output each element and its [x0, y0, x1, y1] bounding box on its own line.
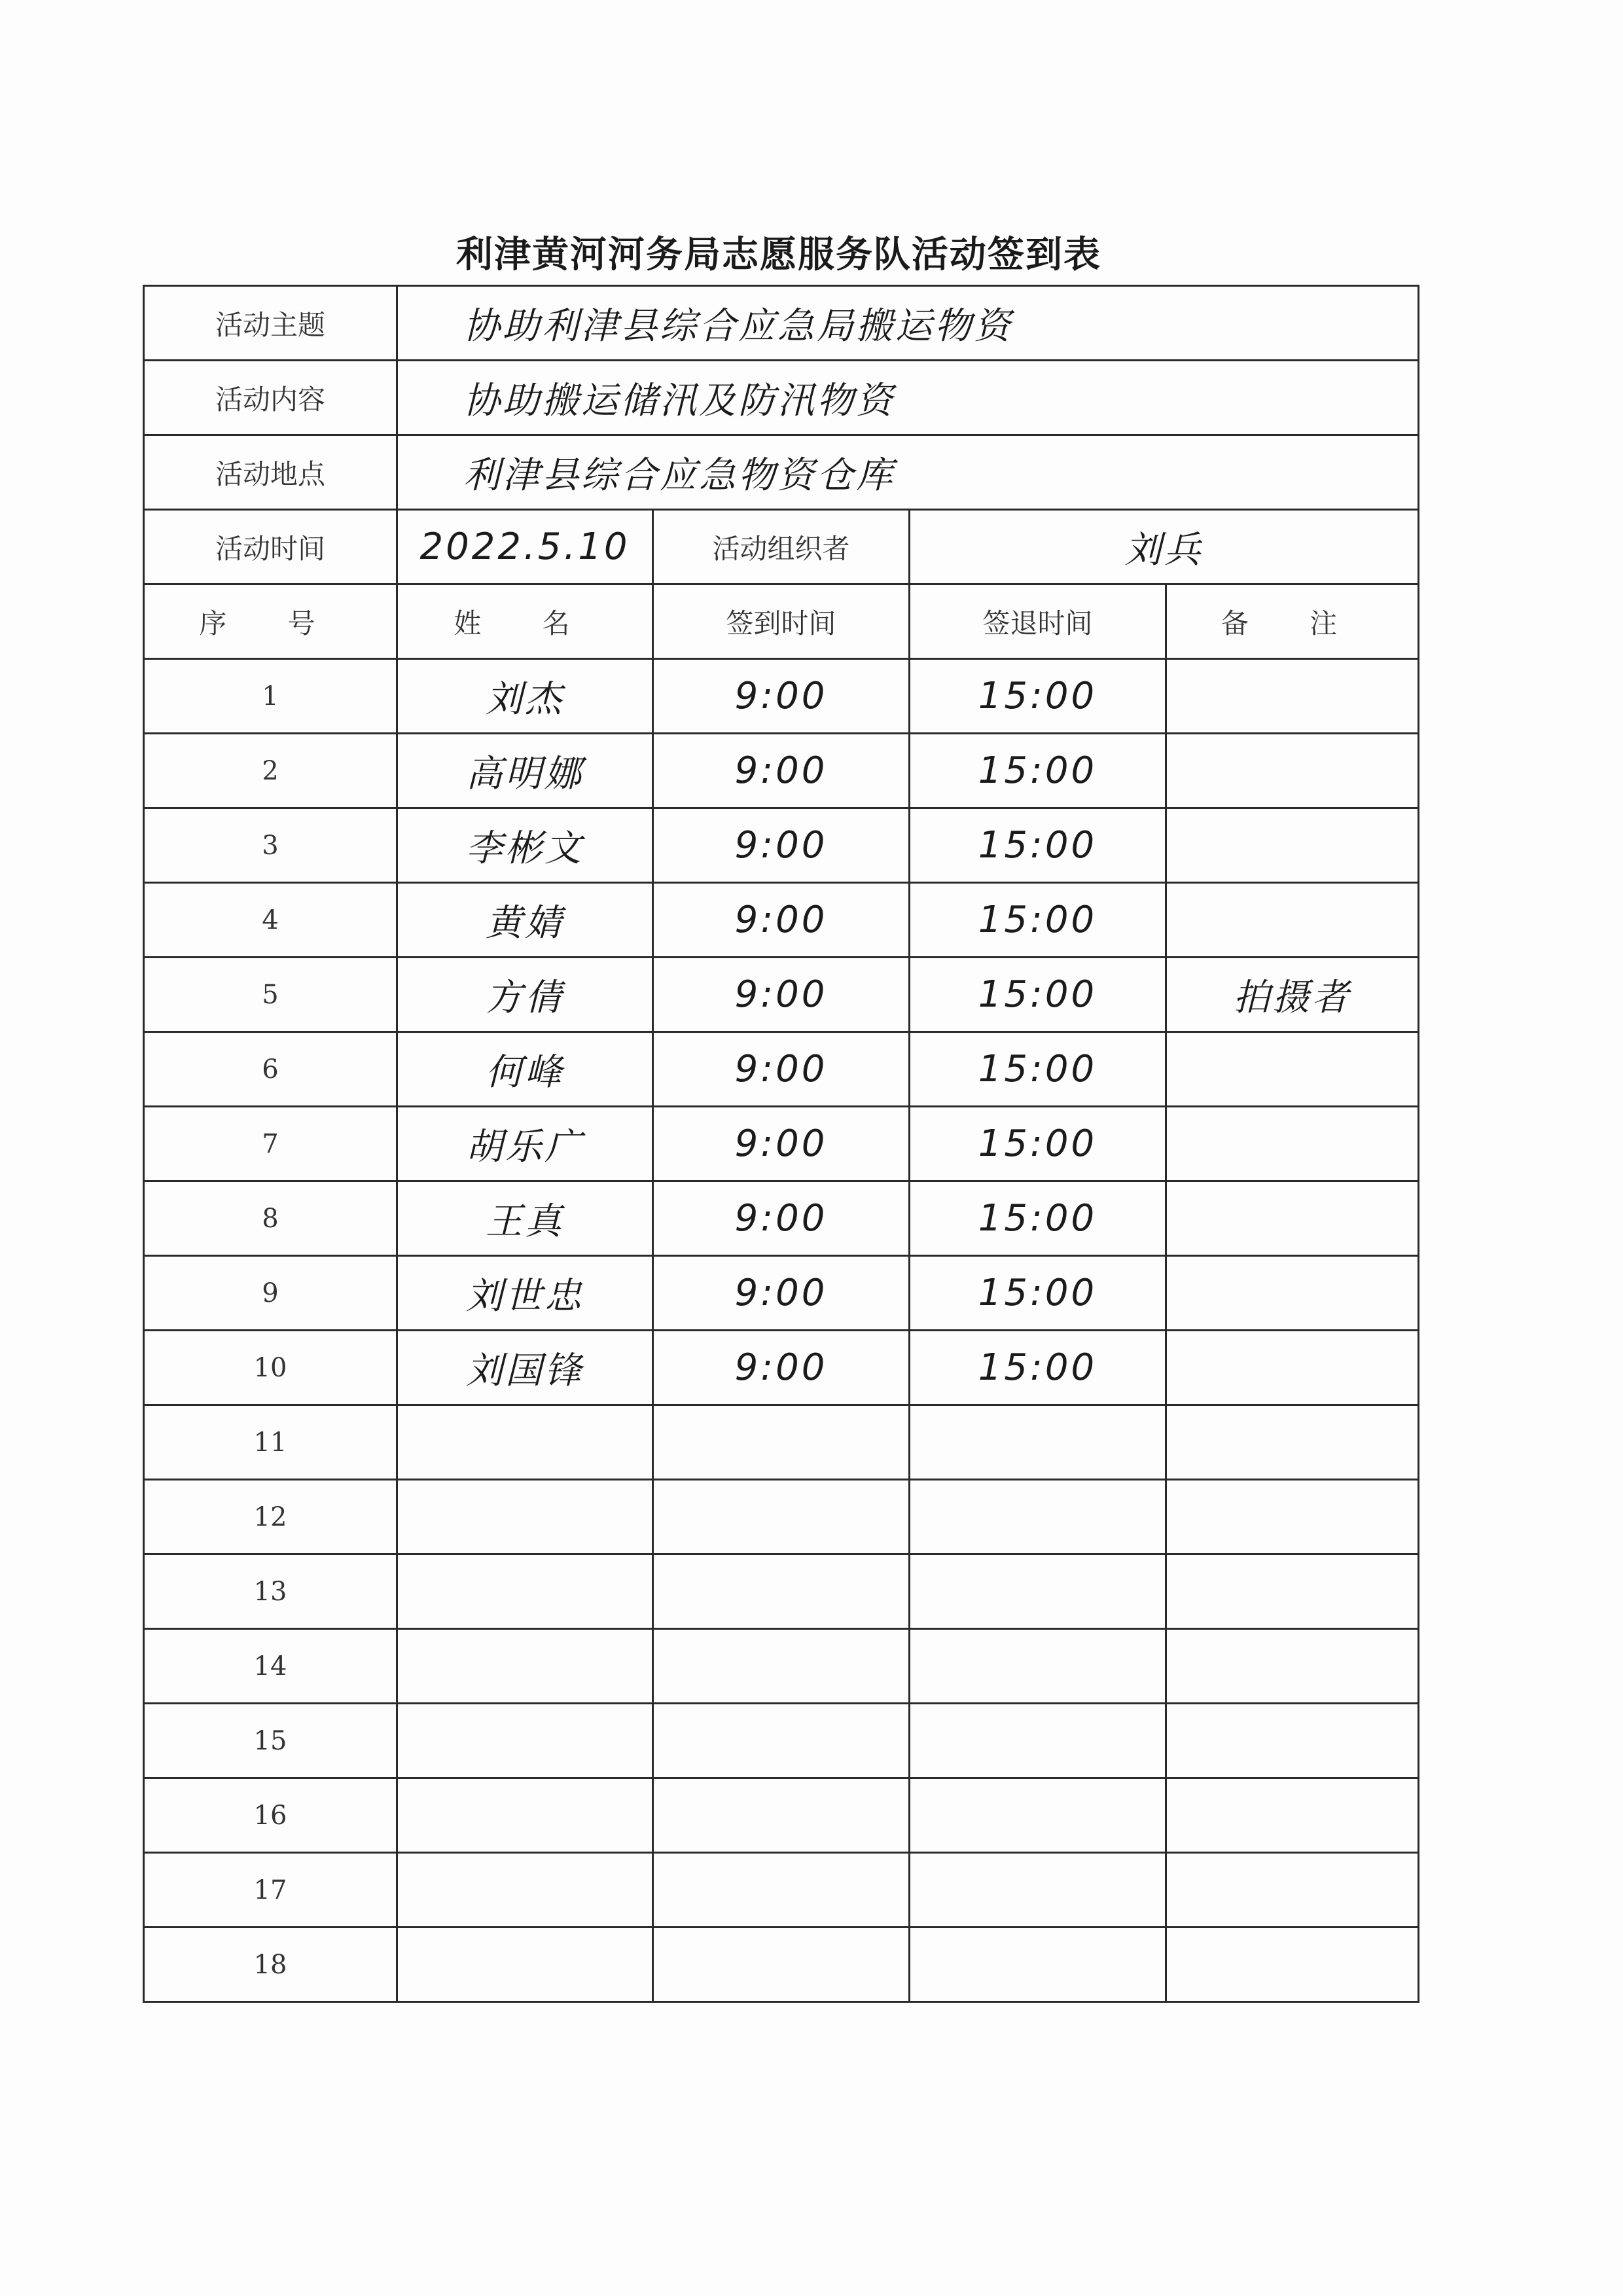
row-checkout [910, 1928, 1166, 2002]
header-checkin: 签到时间 [653, 584, 910, 659]
organizer-label: 活动组织者 [653, 510, 910, 584]
table-row [144, 1331, 1419, 1405]
row-checkout: 15:00 [910, 1181, 1166, 1256]
row-checkout [910, 1554, 1166, 1629]
row-name [397, 1629, 653, 1704]
row-checkout [910, 1405, 1166, 1480]
row-number: 1 [144, 659, 397, 734]
content-label: 活动内容 [144, 361, 397, 435]
row-remark [1166, 1554, 1419, 1629]
row-remark [1166, 1405, 1419, 1480]
table-row [144, 1928, 1419, 2002]
time-value: 2022.5.10 [397, 510, 653, 584]
row-remark [1166, 1331, 1419, 1405]
row-checkin [653, 1928, 910, 2002]
row-name: 何峰 [397, 1032, 653, 1107]
row-checkout: 15:00 [910, 1331, 1166, 1405]
row-checkout [910, 1853, 1166, 1928]
row-checkin [653, 1554, 910, 1629]
table-row [144, 1032, 1419, 1107]
row-number: 8 [144, 1181, 397, 1256]
row-checkout [910, 1778, 1166, 1853]
row-remark [1166, 734, 1419, 808]
row-checkout: 15:00 [910, 1107, 1166, 1181]
row-checkin: 9:00 [653, 1107, 910, 1181]
row-remark [1166, 1928, 1419, 2002]
table-row [144, 1704, 1419, 1778]
header-no: 序 号 [144, 584, 397, 659]
row-name: 胡乐广 [397, 1107, 653, 1181]
table-row [144, 1107, 1419, 1181]
table-row [144, 958, 1419, 1032]
row-checkout: 15:00 [910, 958, 1166, 1032]
table-row [144, 734, 1419, 808]
row-name [397, 1778, 653, 1853]
table-row [144, 1778, 1419, 1853]
row-checkin: 9:00 [653, 1032, 910, 1107]
row-checkin: 9:00 [653, 808, 910, 883]
row-number: 7 [144, 1107, 397, 1181]
row-name [397, 1405, 653, 1480]
row-name: 刘世忠 [397, 1256, 653, 1331]
table-row [144, 1181, 1419, 1256]
content-value: 协助搬运储汛及防汛物资 [397, 361, 1419, 435]
row-number: 6 [144, 1032, 397, 1107]
row-checkin: 9:00 [653, 734, 910, 808]
theme-label: 活动主题 [144, 286, 397, 361]
row-checkout: 15:00 [910, 808, 1166, 883]
location-row [144, 435, 1419, 510]
table-row [144, 1256, 1419, 1331]
row-checkin [653, 1480, 910, 1554]
table-row [144, 659, 1419, 734]
table-row [144, 1405, 1419, 1480]
location-label: 活动地点 [144, 435, 397, 510]
row-checkout: 15:00 [910, 1256, 1166, 1331]
row-number: 4 [144, 883, 397, 958]
row-number: 11 [144, 1405, 397, 1480]
row-number: 5 [144, 958, 397, 1032]
row-checkout: 15:00 [910, 659, 1166, 734]
row-remark [1166, 1181, 1419, 1256]
row-checkin: 9:00 [653, 1331, 910, 1405]
table-row [144, 1554, 1419, 1629]
row-remark [1166, 659, 1419, 734]
row-number: 10 [144, 1331, 397, 1405]
row-remark [1166, 1704, 1419, 1778]
row-checkin [653, 1778, 910, 1853]
theme-row [144, 286, 1419, 361]
row-checkin [653, 1629, 910, 1704]
header-remark: 备 注 [1166, 584, 1419, 659]
row-name [397, 1704, 653, 1778]
row-name [397, 1480, 653, 1554]
header-checkout: 签退时间 [910, 584, 1166, 659]
location-value: 利津县综合应急物资仓库 [397, 435, 1419, 510]
row-checkin: 9:00 [653, 958, 910, 1032]
row-name: 李彬文 [397, 808, 653, 883]
row-remark [1166, 1480, 1419, 1554]
row-remark [1166, 1853, 1419, 1928]
row-remark [1166, 1032, 1419, 1107]
row-checkout: 15:00 [910, 1032, 1166, 1107]
row-remark [1166, 1256, 1419, 1331]
row-number: 15 [144, 1704, 397, 1778]
row-number: 12 [144, 1480, 397, 1554]
content-row [144, 361, 1419, 435]
row-name: 刘国锋 [397, 1331, 653, 1405]
row-name [397, 1554, 653, 1629]
row-checkout [910, 1480, 1166, 1554]
table-row [144, 1853, 1419, 1928]
row-name [397, 1853, 653, 1928]
time-row [144, 510, 1419, 584]
row-name: 方倩 [397, 958, 653, 1032]
row-checkin: 9:00 [653, 659, 910, 734]
table-row [144, 808, 1419, 883]
row-checkin [653, 1853, 910, 1928]
row-name: 王真 [397, 1181, 653, 1256]
row-checkout: 15:00 [910, 883, 1166, 958]
sign-in-table [143, 285, 1419, 2003]
row-checkin [653, 1405, 910, 1480]
row-name: 黄婧 [397, 883, 653, 958]
row-remark [1166, 1107, 1419, 1181]
row-name: 刘杰 [397, 659, 653, 734]
table-row [144, 1629, 1419, 1704]
row-checkin: 9:00 [653, 1181, 910, 1256]
table-row [144, 1480, 1419, 1554]
table-row [144, 883, 1419, 958]
row-number: 18 [144, 1928, 397, 2002]
row-number: 17 [144, 1853, 397, 1928]
row-remark [1166, 808, 1419, 883]
row-checkout [910, 1704, 1166, 1778]
row-number: 2 [144, 734, 397, 808]
organizer-value: 刘兵 [910, 510, 1419, 584]
row-remark: 拍摄者 [1166, 958, 1419, 1032]
row-number: 3 [144, 808, 397, 883]
row-name [397, 1928, 653, 2002]
row-number: 14 [144, 1629, 397, 1704]
row-number: 13 [144, 1554, 397, 1629]
page-title: 利津黄河河务局志愿服务队活动签到表 [456, 234, 1101, 276]
row-checkin: 9:00 [653, 883, 910, 958]
row-number: 16 [144, 1778, 397, 1853]
header-row [144, 584, 1419, 659]
row-remark [1166, 883, 1419, 958]
row-remark [1166, 1778, 1419, 1853]
row-name: 高明娜 [397, 734, 653, 808]
row-checkout [910, 1629, 1166, 1704]
row-remark [1166, 1629, 1419, 1704]
time-label: 活动时间 [144, 510, 397, 584]
row-checkout: 15:00 [910, 734, 1166, 808]
header-name: 姓 名 [397, 584, 653, 659]
row-checkin: 9:00 [653, 1256, 910, 1331]
theme-value: 协助利津县综合应急局搬运物资 [397, 286, 1419, 361]
row-checkin [653, 1704, 910, 1778]
row-number: 9 [144, 1256, 397, 1331]
